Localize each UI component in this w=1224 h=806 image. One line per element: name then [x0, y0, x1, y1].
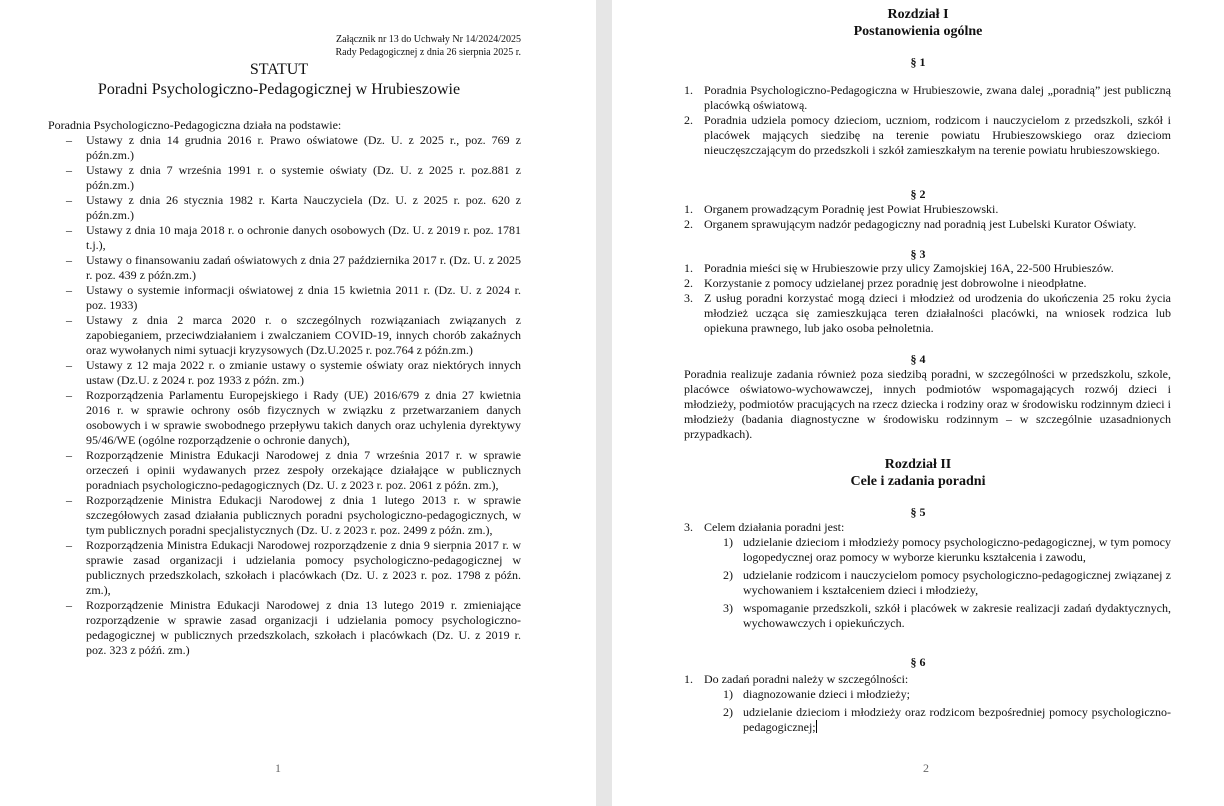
- section-6-list: [684, 672, 1171, 738]
- chapter-1-title: Postanowienia ogólne: [853, 24, 983, 39]
- list-item: 2. Organem sprawującym nadzór pedagogiczny nad poradnią jest Lubelski Kurator Oświaty.: [684, 217, 1137, 231]
- list-item: – Ustawy z 12 maja 2022 r. o zmianie ustawy o systemie oświaty oraz niektórych innych ustaw (Dz.U. z 2024 r. poz 1933 z późn. zm.): [66, 358, 521, 387]
- list-item: 1) udzielanie dzieciom i młodzieży pomocy psychologiczno-pedagogicznej, w tym pomocy logopedycznej oraz pomocy w wyborze kierunku kształcenia i zawodu,: [723, 535, 1171, 564]
- annex-line-2: Rady Pedagogicznej z dnia 26 sierpnia 2025 r.: [335, 47, 521, 58]
- list-item: 3. Celem działania poradni jest: 1) udzielanie dzieciom i młodzieży pomocy psychologiczno-pedagogicznej, w tym pomocy logopedycznej oraz pomocy w wyborze kierunku kształcenia i zawodu, 2) udzielanie rodzicom i nauczycielom pomocy psychologiczno-pedagogicznej związanej z wychowaniem i kształceniem dzieci i młodzieży, 3) wspomaganie przedszkoli, szkół i placówek w zakresie realizacji zadań dydaktycznych, wychowawczych i opiekuńczych.: [684, 520, 1171, 630]
- legal-basis-intro: Poradnia Psychologiczno-Pedagogiczna działa na podstawie:: [48, 118, 342, 132]
- document-page-2[interactable]: [612, 0, 1224, 806]
- section-2-list: [684, 202, 1171, 232]
- page-number-2: 2: [923, 761, 929, 775]
- list-item: – Ustawy z dnia 7 września 1991 r. o systemie oświaty (Dz. U. z 2025 r. poz.881 z późn.zm.): [66, 163, 521, 192]
- list-item: 2. Korzystanie z pomocy udzielanej przez poradnię jest dobrowolne i nieodpłatne.: [684, 276, 1087, 290]
- section-3-list: [684, 261, 1171, 336]
- legal-basis-list: [66, 133, 521, 658]
- section-2-heading: § 2: [910, 187, 926, 201]
- document-subtitle: Poradni Psychologiczno-Pedagogicznej w Hrubieszowie: [97, 81, 461, 98]
- page-gap: [596, 0, 612, 806]
- page-number-1: 1: [275, 761, 281, 775]
- chapter-2-heading: Rozdział II: [884, 457, 952, 472]
- list-item: – Ustawy z dnia 26 stycznia 1982 r. Karta Nauczyciela (Dz. U. z 2025 r. poz. 620 z późn.zm.): [66, 193, 521, 222]
- list-item: 3. Z usług poradni korzystać mogą dzieci i młodzież od urodzenia do ukończenia 25 roku życia młodzież ucząca się zamieszkująca teren działalności placówki, na wniosek rodzica lub opiekuna prawnego, lub jako osoba pełnoletnia.: [684, 291, 1171, 335]
- annex-line-1: Załącznik nr 13 do Uchwały Nr 14/2024/2025: [336, 34, 521, 45]
- list-item: – Ustawy z dnia 2 marca 2020 r. o szczególnych rozwiązaniach związanych z zapobieganiem, przeciwdziałaniem i zwalczaniem COVID-19, innych chorób zakaźnych oraz wywołanych nimi sytuacji kryzysowych (Dz.U.2025 r. poz.764 z późn.zm.): [66, 313, 521, 357]
- list-item: 2) udzielanie dzieciom i młodzieży oraz rodzicom bezpośredniej pomocy psychologiczno-pedagogicznej;: [723, 705, 1171, 734]
- section-3-heading: § 3: [910, 247, 926, 261]
- document-title: STATUT: [249, 61, 309, 78]
- text-cursor: [816, 720, 817, 733]
- list-item: 1) diagnozowanie dzieci i młodzieży;: [723, 687, 910, 701]
- section-1-heading: § 1: [910, 55, 926, 69]
- annex-note: [0, 33, 521, 59]
- list-item: – Ustawy o systemie informacji oświatowej z dnia 15 kwietnia 2011 r. (Dz. U. z 2024 r. poz. 1933): [66, 283, 521, 312]
- list-item: 1. Poradnia Psychologiczno-Pedagogiczna w Hrubieszowie, zwana dalej „poradnią” jest publiczną placówką oświatową.: [684, 83, 1171, 112]
- list-item: 1. Do zadań poradni należy w szczególności: 1) diagnozowanie dzieci i młodzieży; 2) udzielanie dzieciom i młodzieży oraz rodzicom bezpośredniej pomocy psychologiczno-pedagogicznej;: [684, 672, 1171, 734]
- list-item: – Ustawy z dnia 10 maja 2018 r. o ochronie danych osobowych (Dz. U. z 2019 r. poz. 1781 t.j.),: [66, 223, 521, 252]
- chapter-2-title: Cele i zadania poradni: [850, 474, 986, 489]
- list-item: 2) udzielanie rodzicom i nauczycielom pomocy psychologiczno-pedagogicznej związanej z wychowaniem i kształceniem dzieci i młodzieży,: [723, 568, 1171, 597]
- section-4-text: Poradnia realizuje zadania również poza siedzibą poradni, w szczególności w przedszkolu, szkole, placówce oświatowo-wychowawczej, innych podmiotów wspomagających rozwój dzieci i młodzieży, podmiotów pracujących na rzecz dziecka i rodziny oraz w środowisku rodzinnym dzieci i młodzieży (badania diagnostyczne w środowisku rodzinnym – w szczególnie uzasadnionych przypadkach).: [684, 367, 1171, 441]
- section-4-heading: § 4: [910, 352, 926, 366]
- list-item: – Rozporządzenie Ministra Edukacji Narodowej z dnia 7 września 2017 r. w sprawie orzeczeń i opinii wydawanych przez zespoły orzekające działające w publicznych poradniach psychologiczno-pedagogicznych (Dz. U. z 2023 r. poz. 2061 z późn. zm.),: [66, 448, 521, 492]
- list-item: – Ustawy o finansowaniu zadań oświatowych z dnia 27 października 2017 r. (Dz. U. z 2025 r. poz. 439 z późn.zm.): [66, 253, 521, 282]
- list-item: – Rozporządzenia Parlamentu Europejskiego i Rady (UE) 2016/679 z dnia 27 kwietnia 2016 r. w sprawie ochrony osób fizycznych w związku z przetwarzaniem danych osobowych i w sprawie swobodnego przepływu takich danych oraz uchylenia dyrektywy 95/46/WE (ogólne rozporządzenie o ochronie danych),: [66, 388, 521, 447]
- section-5-heading: § 5: [910, 505, 926, 519]
- document-page-1[interactable]: [0, 0, 596, 806]
- list-item: – Rozporządzenia Ministra Edukacji Narodowej rozporządzenie z dnia 9 sierpnia 2017 r. w sprawie zasad organizacji i udzielania pomocy psychologiczno-pedagogicznej w publicznych przedszkolach, szkołach i placówkach (Dz. U. z 2023 r. poz. 1798 z późn. zm.),: [66, 538, 521, 597]
- section-6-heading: § 6: [910, 655, 926, 669]
- section-5-list: [684, 520, 1171, 634]
- chapter-1-heading: Rozdział I: [887, 7, 949, 22]
- list-item: 2. Poradnia udziela pomocy dzieciom, uczniom, rodzicom i nauczycielom z przedszkoli, szkół i placówek mających siedzibę na terenie powiatu Hrubieszowskiego oraz dzieciom nieuczęszczającym do przedszkoli i szkół zamieszkałym na terenie powiatu hrubieszowskiego.: [684, 113, 1171, 157]
- list-item: 3) wspomaganie przedszkoli, szkół i placówek w zakresie realizacji zadań dydaktycznych, wychowawczych i opiekuńczych.: [723, 601, 1171, 630]
- section-5-sublist: [704, 535, 1171, 631]
- list-item: 1. Organem prowadzącym Poradnię jest Powiat Hrubieszowski.: [684, 202, 999, 216]
- list-item: 1. Poradnia mieści się w Hrubieszowie przy ulicy Zamojskiej 16A, 22-500 Hrubieszów.: [684, 261, 1114, 275]
- section-1-list: [684, 83, 1171, 158]
- list-item: – Ustawy z dnia 14 grudnia 2016 r. Prawo oświatowe (Dz. U. z 2025 r., poz. 769 z późn.zm.): [66, 133, 521, 162]
- list-item: – Rozporządzenie Ministra Edukacji Narodowej z dnia 1 lutego 2013 r. w sprawie szczegółowych zasad działania publicznych poradni psychologiczno-pedagogicznych, w tym publicznych poradni specjalistycznych (Dz. U. z 2023 r. poz. 2499 z późn. zm.),: [66, 493, 521, 537]
- section-6-sublist: [704, 687, 1171, 735]
- list-item: – Rozporządzenie Ministra Edukacji Narodowej z dnia 13 lutego 2019 r. zmieniające rozporządzenie w sprawie zasad organizacji i udzielania pomocy psychologiczno-pedagogicznej w publicznych przedszkolach, szkołach i placówkach (Dz. U. z 2019 r. poz. 323 z późń. zm.): [66, 598, 521, 657]
